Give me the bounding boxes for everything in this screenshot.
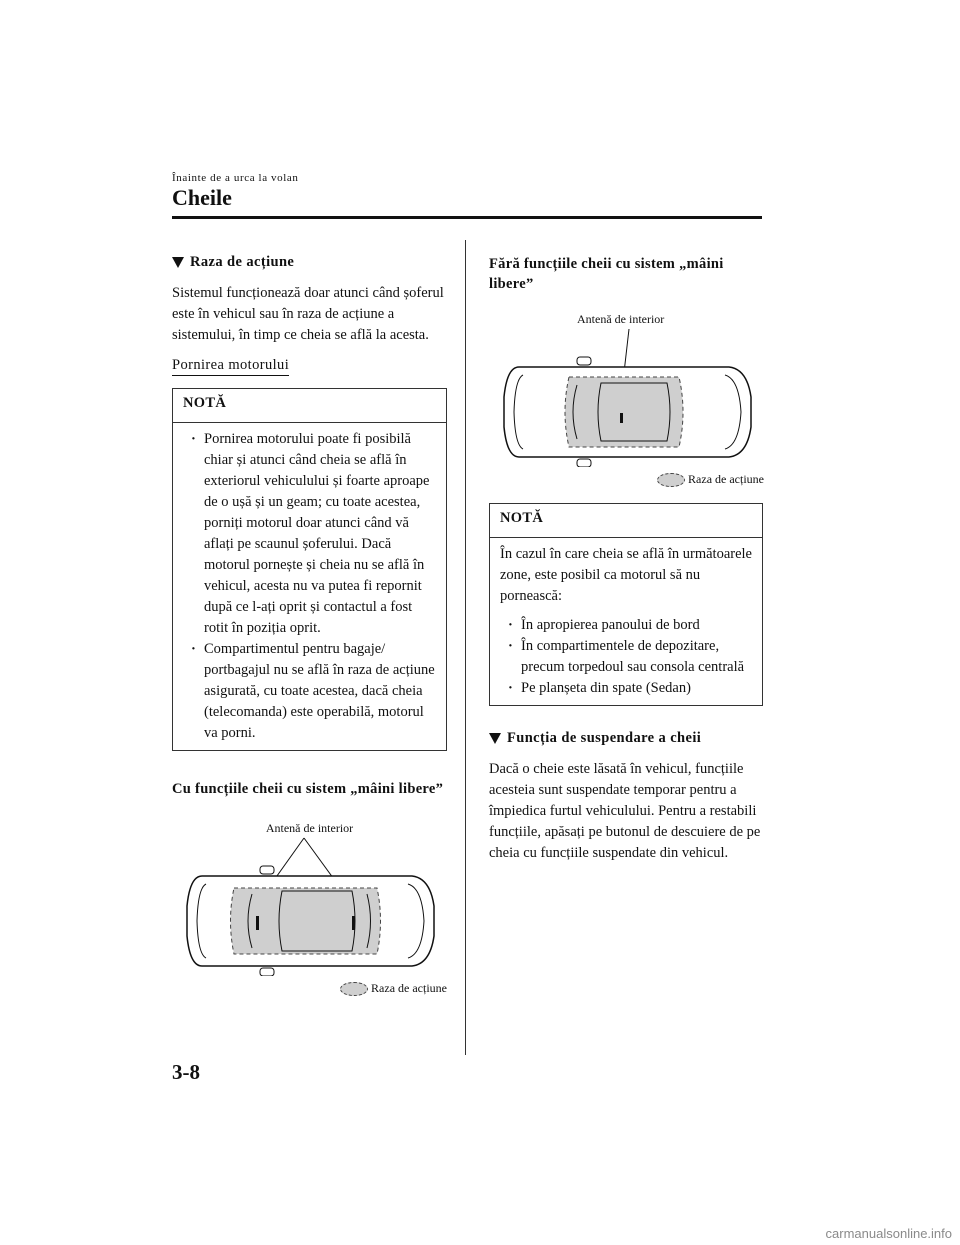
right-column [489,254,763,864]
column-divider [465,240,466,1055]
range-ellipse-icon [657,473,685,487]
section-heading-range [172,254,447,271]
page-number: 3-8 [172,1060,200,1084]
note-item: · Pornirea motorului poate fi posibilă chiar și atunci când cheia se află în exteriorul vehiculului și foarte aproape de o ușă și un geam; cu toate acestea, porniți motorul doar atunci când vă aflați pe scaunul șoferului. Dacă motorul pornește și cheia nu se află în vehicul, acesta nu va putea fi repornit după ce l-ați oprit și contactul a fost rotit în poziția oprit. [191,429,436,639]
range-legend [172,981,447,996]
range-paragraph: Sistemul funcționează doar atunci când șoferul este în vehicul sau în raza de acțiune a sistemului, în timp ce cheia se află la acesta. [172,285,444,343]
note-title: NOTĂ [490,504,762,538]
range-ellipse-icon [340,982,368,996]
triangle-marker-icon [489,733,501,744]
note-item: · Compartimentul pentru bagaje/ portbagajul nu se află în raza de acțiune asigurată, cu toate acestea, dacă cheia (telecomanda) este operabilă, motorul va porni. [191,639,436,744]
title-rule [172,216,762,219]
note-item: · În apropierea panoului de bord [508,615,752,636]
figure-heading-with-hands-free: Cu funcțiile cheii cu sistem „mâini libere” [172,781,444,797]
figure-car-without-hands-free [489,312,764,487]
car-top-view-illustration [172,836,447,976]
section-heading-text: Raza de acțiune [190,254,295,270]
note-item: · Pe planșeta din spate (Sedan) [508,678,752,699]
figure-heading-without-hands-free: Fără funcțiile cheii cu sistem „mâini libere” [489,256,724,292]
left-column [172,254,447,996]
section-heading-key-suspend [489,730,763,747]
watermark: carmanualsonline.info [825,1226,952,1241]
figure-car-with-hands-free [172,821,447,996]
note-box-2 [489,503,763,706]
running-head: Înainte de a urca la volan [172,172,299,184]
triangle-marker-icon [172,257,184,268]
note-title: NOTĂ [173,389,446,423]
subheading-engine-start: Pornirea motorului [172,357,289,376]
car-top-view-illustration [489,327,764,467]
note-intro: În cazul în care cheia se află în următoarele zone, este posibil ca motorul să nu pornească: [500,546,752,604]
note-body [490,538,762,705]
range-legend [489,472,764,487]
note-box-1 [172,388,447,751]
antenna-label: Antenă de interior [577,312,665,326]
antenna-label: Antenă de interior [265,821,354,835]
page-title: Cheile [172,185,232,210]
range-label: Raza de acțiune [371,981,447,995]
range-label: Raza de acțiune [688,472,764,486]
section-heading-text: Funcția de suspendare a cheii [507,730,702,746]
note-item: · În compartimentele de depozitare, precum torpedoul sau consola centrală [508,636,752,678]
key-suspend-paragraph: Dacă o cheie este lăsată în vehicul, funcțiile acesteia sunt suspendate temporar pentru a împiedica furtul vehiculului. Pentru a restabili funcțiile, apăsați pe butonul de descuiere de pe cheia cu funcțiile suspendate din vehicul. [489,761,761,861]
note-body [173,423,446,750]
